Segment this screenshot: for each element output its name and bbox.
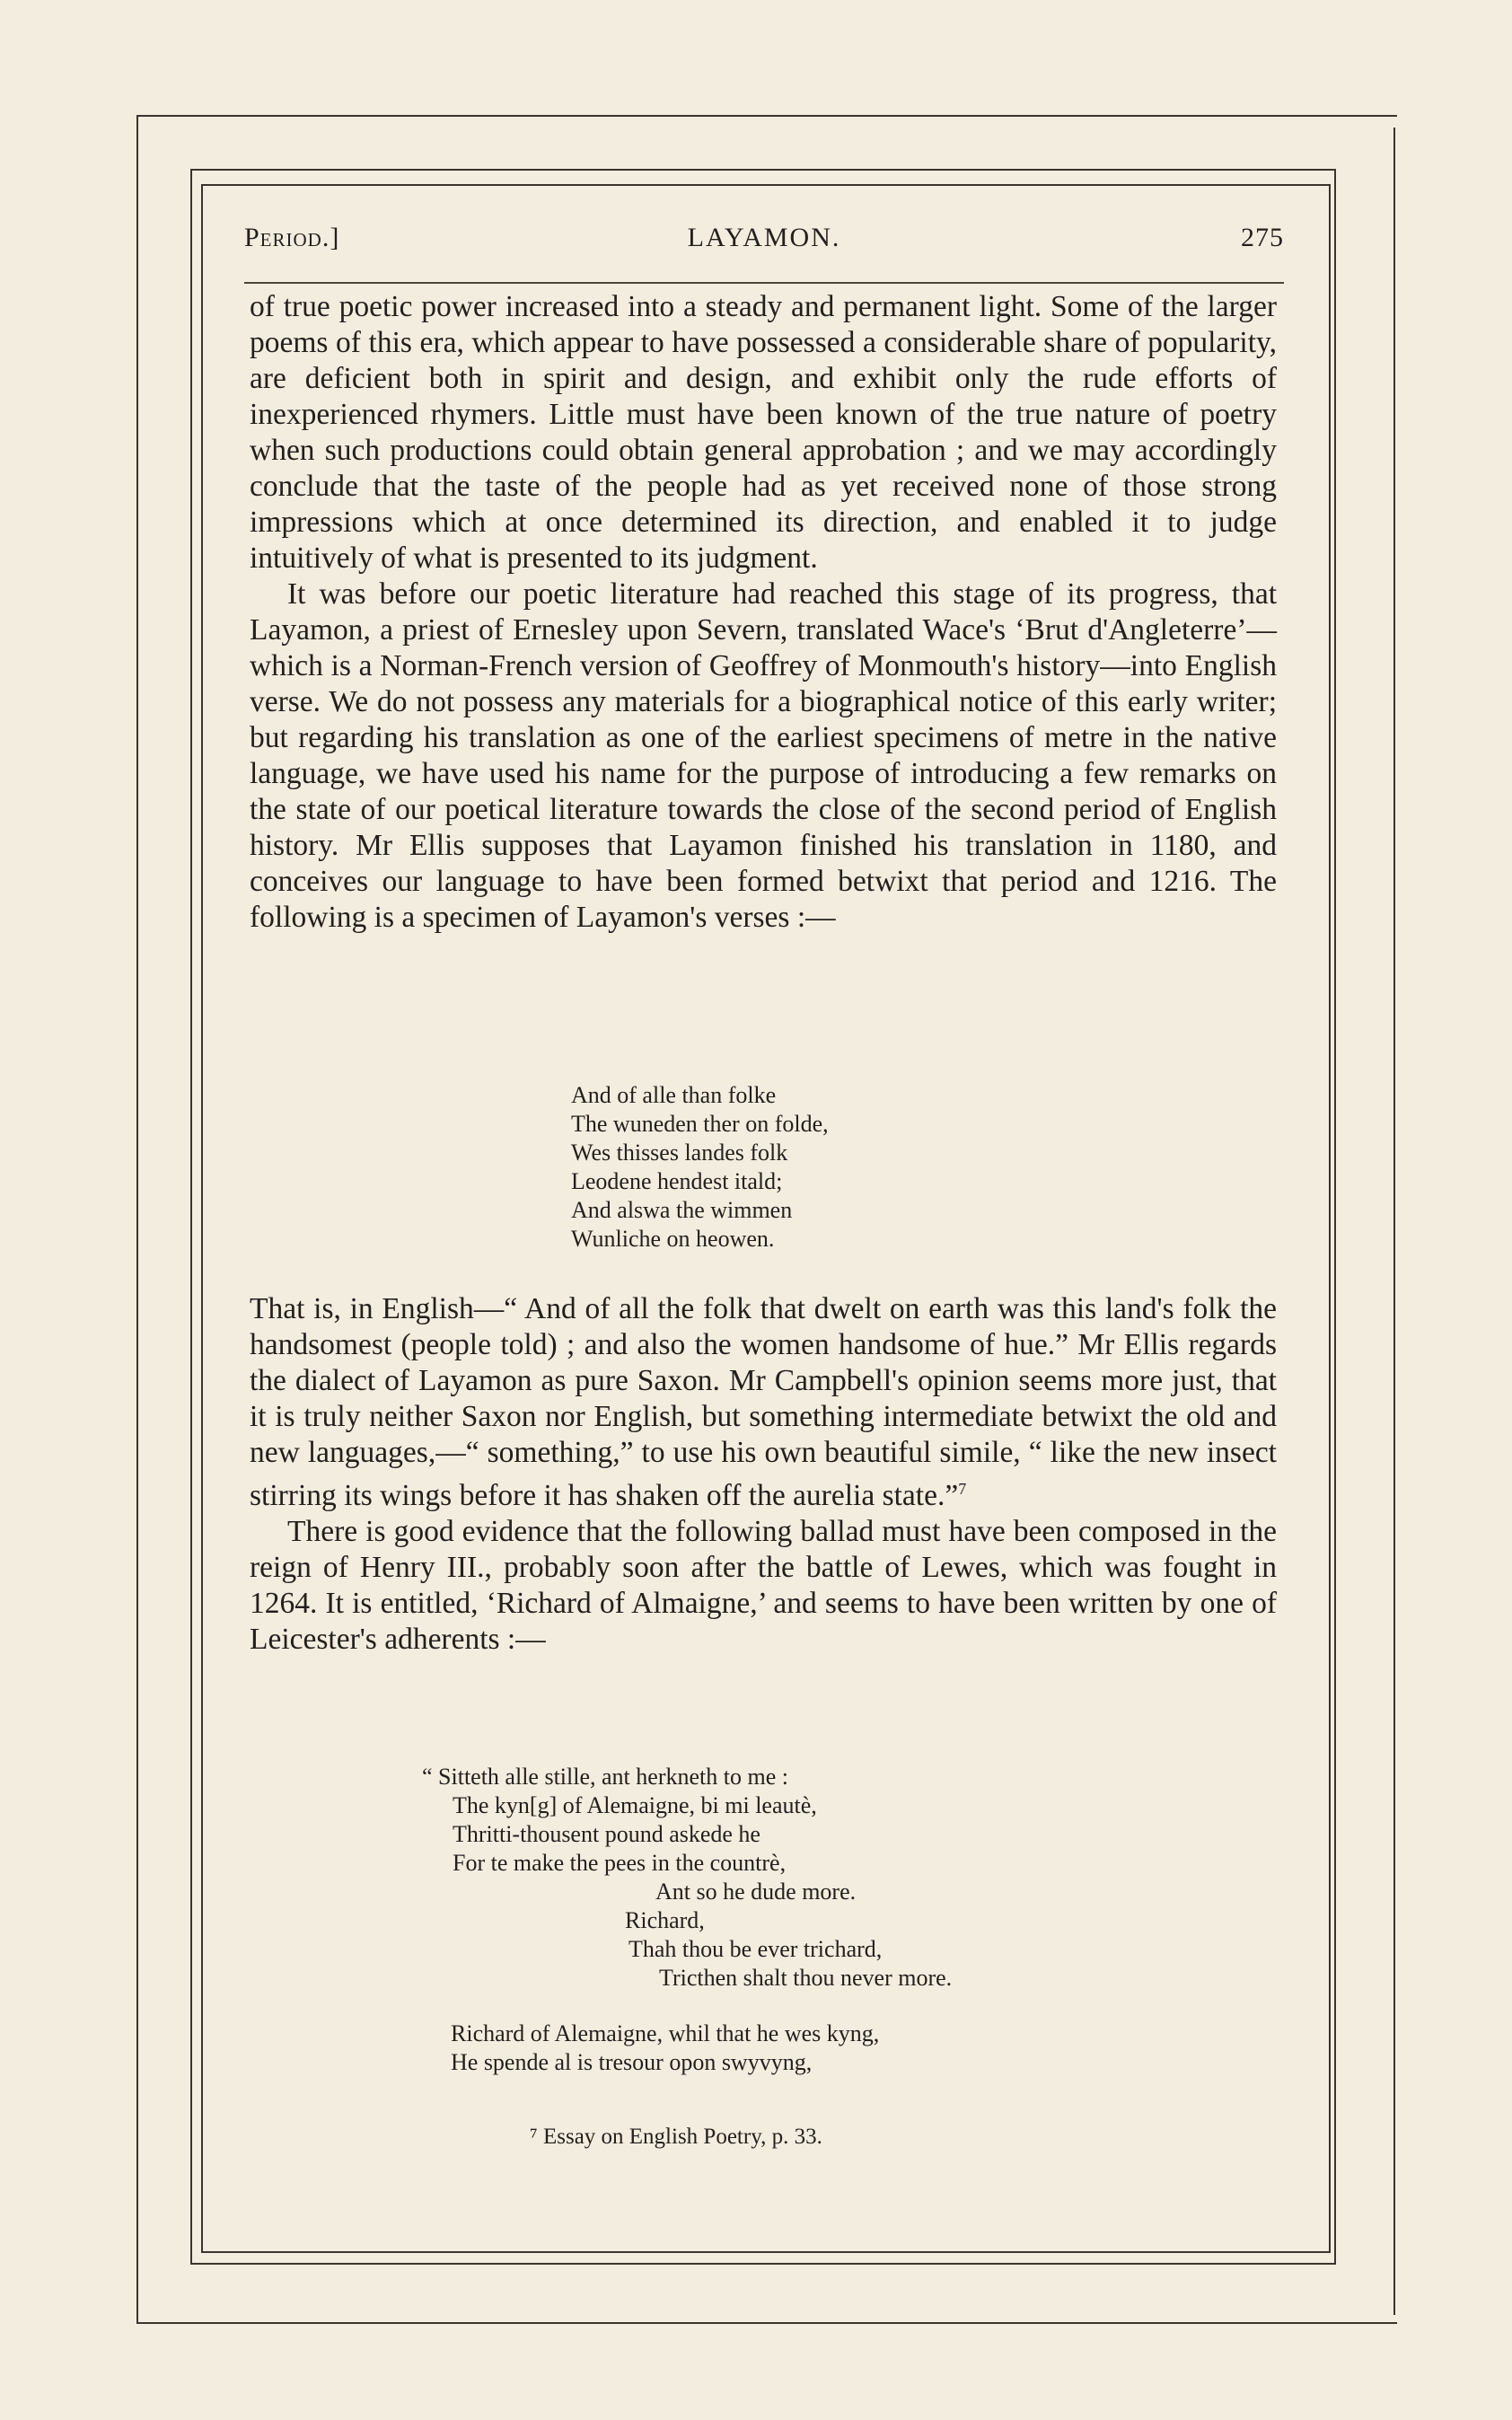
page-number: 275 (1241, 223, 1284, 252)
verse-line: Ant so he dude more. (655, 1879, 857, 1905)
prose-block-top (250, 289, 1277, 936)
verse-line: And of alle than folke (571, 1082, 777, 1108)
verse-richard-of-almaigne (422, 1763, 952, 2077)
paragraph-layamon: It was before our poetic literature had reached this stage of its progress, that Layamon, a priest of Ernesley upon Severn, translated Wace's ‘Brut d'Angleterre’—which is a Norman-French version of Geoffrey of Monmouth's history—into English verse. We do not possess any materials for a biographical notice of this early writer; but regarding his translation as one of the earliest specimens of metre in the native language, we have used his name for the purpose of introducing a few remarks on the state of our poetical literature towards the close of the second period of English history. Mr Ellis supposes that Layamon finished his translation in 1180, and conceives our language to have been formed betwixt that period and 1216. The following is a specimen of Layamon's verses :— (250, 577, 1277, 934)
verse-line: Richard of Alemaigne, whil that he wes kyng, (451, 2020, 880, 2046)
running-header (244, 223, 1284, 259)
verse-line: The wuneden ther on folde, (571, 1111, 829, 1137)
verse-line-text: For te make the pees in the countrè, (453, 1850, 787, 1876)
verse-layamon (571, 1081, 829, 1254)
stanza-gap (422, 1993, 952, 2020)
verse-line (422, 1849, 952, 1878)
verse-line-text: Thritti-thousent pound askede he (453, 1821, 760, 1847)
verse-line: Wunliche on heowen. (571, 1226, 775, 1252)
paragraph-in-english (250, 1291, 1277, 1514)
footnote-reference: 7 (958, 1480, 967, 1498)
page-frame-outer-right-edge (1393, 128, 1395, 2315)
verse-line (422, 1820, 952, 1849)
paragraph-continuation: of true poetic power increased into a steady and permanent light. Some of the larger poems of this era, which appear to have possessed a considerable share of popularity, are deficient both in spirit and design, and exhibit only the rude efforts of inexperienced rhymers. Little must have been known of the true nature of poetry when such productions could obtain general approbation ; and we may accordingly conclude that the taste of the people had as yet received none of those strong impressions which at once determined its direction, and enabled it to judge intuitively of what is presented to its judgment. (250, 290, 1277, 575)
prose-block-middle (250, 1291, 1277, 1658)
header-period: Period.] (244, 223, 340, 252)
verse-line-text: “ Sitteth alle stille, ant herkneth to me : (422, 1764, 788, 1790)
paragraph-ballad-intro: There is good evidence that the following ballad must have been composed in the reign of Henry III., probably soon after the battle of Lewes, which was fought in 1264. It is entitled, ‘Richard of Almaigne,’ and seems to have been written by one of Leicester's adherents :— (250, 1515, 1277, 1657)
header-rule (244, 282, 1284, 284)
verse-line: Thah thou be ever trichard, (629, 1936, 883, 1962)
paragraph-in-english-text: That is, in English—“ And of all the folk that dwelt on earth was this land's folk the handsomest (people told) ; and also the women handsome of hue.” Mr Ellis regards the dialect of Layamon as pure Saxon. Mr Campbell's opinion seems more just, that it is truly neither Saxon nor English, but something intermediate betwixt the old and new languages,—“ something,” to use his own beautiful simile, “ like the new insect stirring its wings before it has shaken off the aurelia state.” (250, 1292, 1277, 1513)
verse-line: Wes thisses landes folk (571, 1140, 788, 1166)
verse-line: Richard, (625, 1907, 705, 1933)
verse-line: Leodene hendest itald; (571, 1168, 783, 1194)
verse-line: And alswa the wimmen (571, 1197, 793, 1223)
footnote: ⁷ Essay on English Poetry, p. 33. (530, 2125, 822, 2149)
header-title: LAYAMON. (687, 223, 841, 252)
verse-line-text: The kyn[g] of Alemaigne, bi mi leautè, (453, 1792, 817, 1818)
verse-line (422, 1791, 952, 1820)
verse-line (422, 1763, 952, 1791)
verse-line: He spende al is tresour opon swyvyng, (451, 2049, 813, 2075)
verse-line: Tricthen shalt thou never more. (659, 1965, 953, 1991)
